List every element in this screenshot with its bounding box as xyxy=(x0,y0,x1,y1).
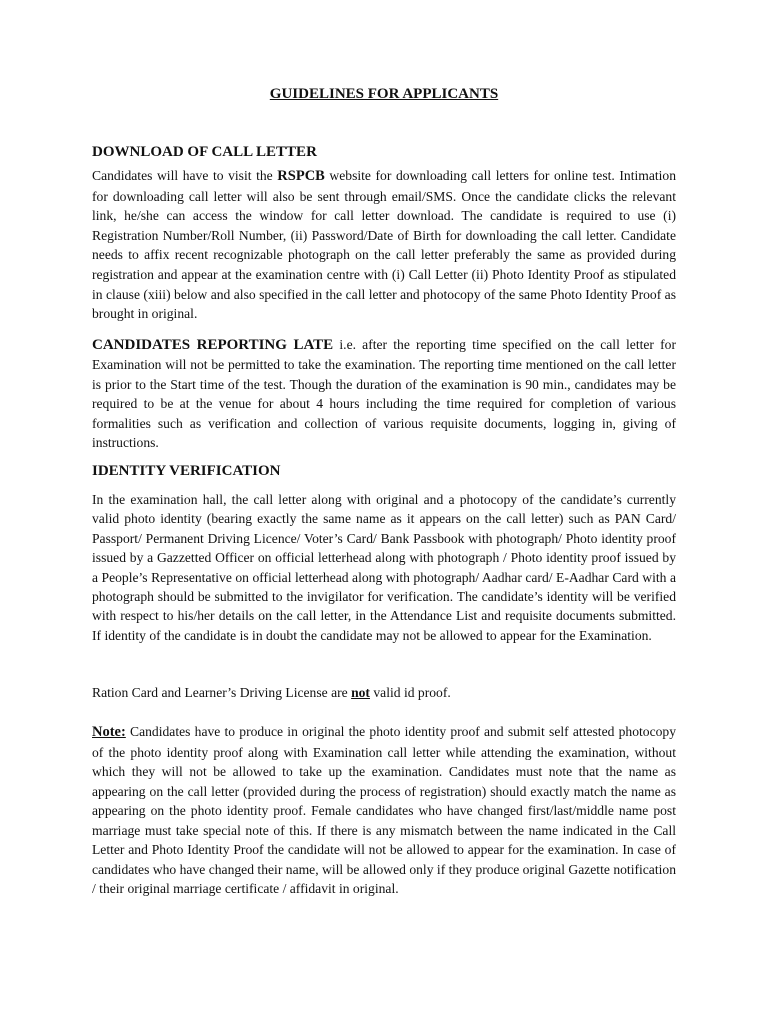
reporting-late-text: i.e. after the reporting time specified on the call letter for Examination will not be permitted to take the examination. The reporting time mentioned on the call letter is prior to the Start time of the test. Though the duration of the examination is 90 min., candidates may be required to be at the venue for about 4 hours including the time required for completion of various formalities such as verification and collection of various requisite documents, logging in, giving of instructions. xyxy=(92,337,676,451)
ration-text-pre: Ration Card and Learner’s Driving License are xyxy=(92,685,352,700)
note-text: Candidates have to produce in original the photo identity proof and submit self attested photocopy of the photo identity proof along with Examination call letter while attending the examination, without which they will not be allowed to take up the examination. Candidates must note that the name as appearing on the call letter (provided during the process of registration) should exactly match the name as appearing on the photo identity proof. Female candidates who have changed first/last/middle name post marriage must take special note of this. If there is any mismatch between the name indicated in the Call Letter and Photo Identity Proof the candidate will not be allowed to appear for the examination. In case of candidates who have changed their name, will be allowed only if they produce original Gazette notification / their original marriage certificate / affidavit in original. xyxy=(92,724,676,896)
reporting-late-lead: CANDIDATES REPORTING LATE xyxy=(92,337,334,353)
download-text-post: website for downloading call letters for online test. Intimation for downloading call letter will also be sent through email/SMS. Once the candidate clicks the relevant link, he/she can access the window for call letter download. The candidate is required to use (i) Registration Number/Roll Number, (ii) Password/Date of Birth for downloading the call letter. Candidate needs to affix recent recognizable photograph on the call letter preferably the same as provided during registration and appear at the examination centre with (i) Call Letter (ii) Photo Identity Proof as stipulated in clause (xiii) below and also specified in the call letter and photocopy of the same Photo Identity Proof as brought in original. xyxy=(92,168,676,322)
paragraph-note xyxy=(92,722,676,899)
download-text-pre: Candidates will have to visit the xyxy=(92,168,278,183)
section-heading-identity: IDENTITY VERIFICATION xyxy=(92,463,281,479)
paragraph-download xyxy=(92,166,676,324)
not-emphasis: not xyxy=(351,685,370,700)
paragraph-identity: In the examination hall, the call letter along with original and a photocopy of the candidate’s currently valid photo identity (bearing exactly the same name as it appears on the call letter) such as PAN Card/ Passport/ Permanent Driving Licence/ Voter’s Card/ Bank Passbook with photograph/ Photo identity proof issued by a Gazzetted Officer on official letterhead along with photograph / Photo identity proof issued by a People’s Representative on official letterhead along with photograph/ Aadhar card/ E-Aadhar Card with a photograph should be submitted to the invigilator for verification. The candidate’s identity will be verified with respect to his/her details on the call letter, in the Attendance List and requisite documents submitted. If identity of the candidate is in doubt the candidate may not be allowed to appear for the Examination. xyxy=(92,492,676,643)
rspcb-bold: RSPCB xyxy=(277,168,325,184)
page-title: GUIDELINES FOR APPLICANTS xyxy=(269,86,499,102)
ration-card-line xyxy=(92,683,676,703)
ration-text-post: valid id proof. xyxy=(369,685,451,700)
note-label: Note: xyxy=(92,724,126,740)
paragraph-reporting-late xyxy=(92,335,676,452)
section-heading-download: DOWNLOAD OF CALL LETTER xyxy=(92,144,317,160)
